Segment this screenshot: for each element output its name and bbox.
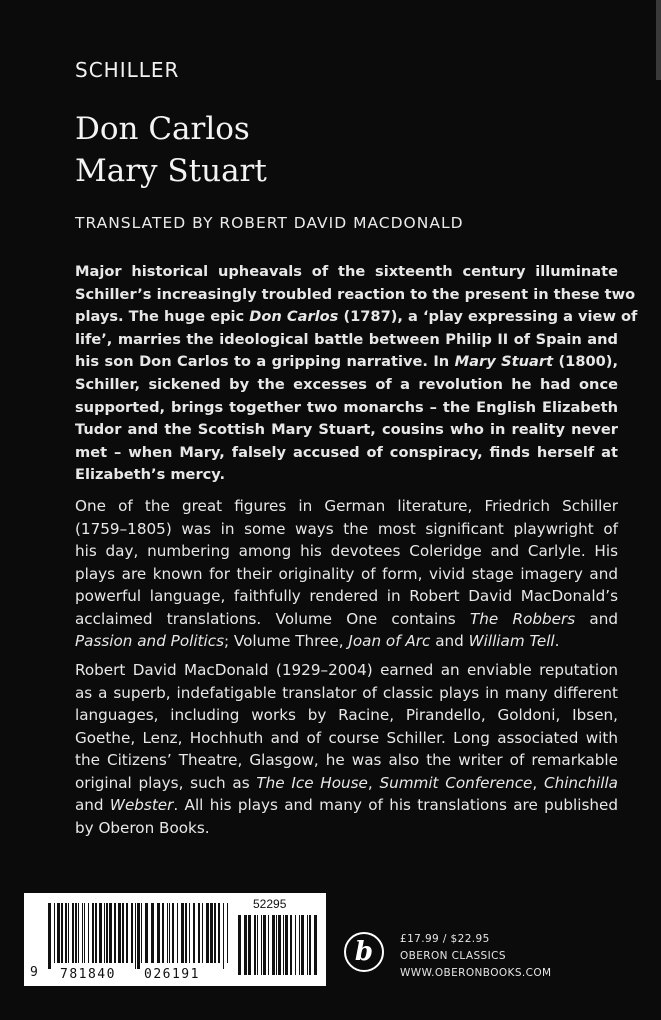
bio-line: plays are known for their originality of form, vivid stage imagery and — [75, 564, 618, 583]
barcode-bar — [131, 903, 133, 963]
bio-line: acclaimed translations. Volume One contains The Robbers and — [75, 609, 619, 628]
barcode-bar — [82, 903, 83, 963]
barcode-bar — [309, 915, 311, 975]
barcode-bar — [122, 903, 124, 963]
barcode-bar — [278, 915, 281, 975]
barcode-bar — [185, 903, 187, 963]
barcode-bar — [254, 915, 256, 975]
blurb-line: Major historical upheavals of the sixteenth century illuminate — [75, 263, 618, 280]
barcode-bar — [193, 903, 195, 963]
blurb-line: met – when Mary, falsely accused of conspiracy, finds herself at — [75, 443, 618, 461]
title-mary-stuart: Mary Stuart — [75, 153, 267, 189]
barcode-bar — [290, 915, 292, 975]
barcode-bar — [263, 915, 266, 975]
author-bio-paragraph — [75, 495, 618, 653]
translator-bio-line: Goethe, Lenz, Hochhuth and of course Schiller. Long associated with — [75, 728, 618, 747]
blurb-line: Elizabeth’s mercy. — [75, 466, 226, 484]
imprint: OBERON CLASSICS — [400, 950, 506, 962]
translator-bio-line: original plays, such as The Ice House, Summit Conference, Chinchilla — [75, 773, 618, 792]
author-name: SCHILLER — [75, 58, 180, 82]
barcode-bar — [285, 915, 288, 975]
barcode-bar — [283, 915, 284, 975]
bio-line: One of the great figures in German literature, Friedrich Schiller — [75, 497, 618, 515]
barcode-bar — [118, 903, 121, 963]
barcode-bar — [84, 903, 85, 963]
barcode-bar — [167, 903, 168, 963]
translator-bio-line: and Webster. All his plays and many of his translations are published — [75, 796, 618, 814]
translator-bio-paragraph — [75, 659, 618, 839]
barcode-bar — [223, 903, 224, 969]
barcode-digits-group-2: 026191 — [144, 967, 200, 982]
blurb-line: Tudor and the Scottish Mary Stuart, cousins who in reality never — [75, 421, 618, 439]
barcode-bar — [181, 903, 184, 963]
barcode-bar — [135, 903, 136, 969]
barcode-digits-group-1: 781840 — [60, 967, 116, 982]
blurb-line: his son Don Carlos to a gripping narrative. In Mary Stuart (1800), — [75, 353, 618, 371]
blurb-paragraph — [75, 261, 638, 487]
website: WWW.OBERONBOOKS.COM — [400, 967, 552, 979]
barcode-bar — [114, 903, 116, 963]
blurb-line: plays. The huge epic Don Carlos (1787), a ‘play expressing a view of — [75, 308, 638, 326]
translator-bio-line: the Citizens’ Theatre, Glasgow, he was also the writer of remarkable — [75, 751, 618, 769]
barcode-bar — [214, 903, 216, 963]
barcode-bar — [141, 903, 142, 963]
blurb-line: Schiller’s increasingly troubled reaction to the present in these two — [75, 285, 636, 303]
barcode-bar — [189, 903, 190, 963]
publisher-info — [400, 931, 552, 982]
barcode-bar — [244, 915, 247, 975]
barcode-bar — [65, 903, 67, 963]
blurb-line: supported, brings together two monarchs – the English Elizabeth — [75, 398, 618, 416]
barcode-lead-digit: 9 — [30, 965, 38, 980]
barcode-bar — [72, 903, 74, 963]
barcode-bar — [210, 903, 213, 963]
barcode-bar — [145, 903, 148, 963]
translator-bio-line: as a superb, indefatigable translator of classic plays in many different — [75, 683, 618, 702]
translator-credit: TRANSLATED BY ROBERT DAVID MACDONALD — [75, 214, 464, 232]
cover-edge-strip — [656, 0, 661, 80]
barcode-bar — [104, 903, 105, 963]
blurb-line: life’, marries the ideological battle between Philip II of Spain and — [75, 330, 618, 348]
translator-bio-line: by Oberon Books. — [75, 818, 210, 837]
barcode-bar — [151, 903, 154, 963]
translator-bio-line: languages, including works by Racine, Pirandello, Goldoni, Ibsen, — [75, 706, 618, 724]
barcode-bar — [169, 903, 170, 963]
barcode-bar — [106, 903, 108, 963]
barcode-bar — [227, 903, 228, 963]
barcode-bar — [157, 903, 160, 963]
bio-line: his day, numbering among his devotees Coleridge and Carlyle. His — [75, 542, 618, 560]
barcode-bar — [177, 903, 178, 963]
barcode-bar — [61, 903, 63, 963]
barcode-bar — [295, 915, 296, 975]
barcode-bar — [276, 915, 277, 975]
barcode-bar — [57, 903, 60, 963]
barcode-bar — [238, 915, 241, 975]
barcode-bar — [272, 915, 275, 975]
barcode-bar — [48, 903, 51, 969]
barcode-bar — [218, 903, 220, 963]
blurb-line: Schiller, sickened by the excesses of a revolution he had once — [75, 375, 618, 393]
title-ref-don-carlos: Don Carlos — [249, 308, 339, 326]
isbn-barcode — [24, 893, 326, 986]
barcode-bar — [137, 903, 140, 969]
barcode-bar — [299, 915, 300, 975]
barcode-bar — [206, 903, 209, 963]
oberon-logo-icon: b — [344, 932, 384, 972]
book-titles — [75, 108, 267, 192]
barcode-bar — [314, 915, 317, 975]
barcode-bar — [172, 903, 174, 963]
price: £17.99 / $22.95 — [400, 933, 490, 945]
barcode-bar — [301, 915, 304, 975]
barcode-bar — [88, 903, 89, 963]
title-ref-mary-stuart: Mary Stuart — [454, 353, 554, 371]
barcode-bar — [78, 903, 79, 963]
barcode-bar — [257, 915, 258, 975]
barcode-bar — [126, 903, 128, 963]
barcode-bar — [109, 903, 112, 963]
barcode-bar — [268, 915, 269, 975]
barcode-bar — [54, 903, 55, 963]
barcode-bar — [162, 903, 164, 963]
barcode-bar — [68, 903, 69, 963]
barcode-bar — [248, 915, 251, 975]
barcode-bar — [75, 903, 77, 963]
barcode-bar — [198, 903, 200, 963]
title-don-carlos: Don Carlos — [75, 111, 250, 147]
bio-line: Passion and Politics; Volume Three, Joan of Arc and William Tell. — [75, 632, 560, 650]
barcode-bar — [99, 903, 102, 963]
barcode-price-code: 52295 — [253, 897, 287, 911]
barcode-bar — [307, 915, 308, 975]
barcode-bar — [261, 915, 262, 975]
barcode-bar — [202, 903, 203, 963]
translator-bio-line: Robert David MacDonald (1929–2004) earned an enviable reputation — [75, 661, 618, 679]
bio-line: powerful language, faithfully rendered in Robert David MacDonald’s — [75, 587, 618, 605]
barcode-bar — [95, 903, 97, 963]
barcode-bar — [92, 903, 94, 963]
bio-line: (1759–1805) was in some ways the most significant playwright of — [75, 519, 618, 538]
